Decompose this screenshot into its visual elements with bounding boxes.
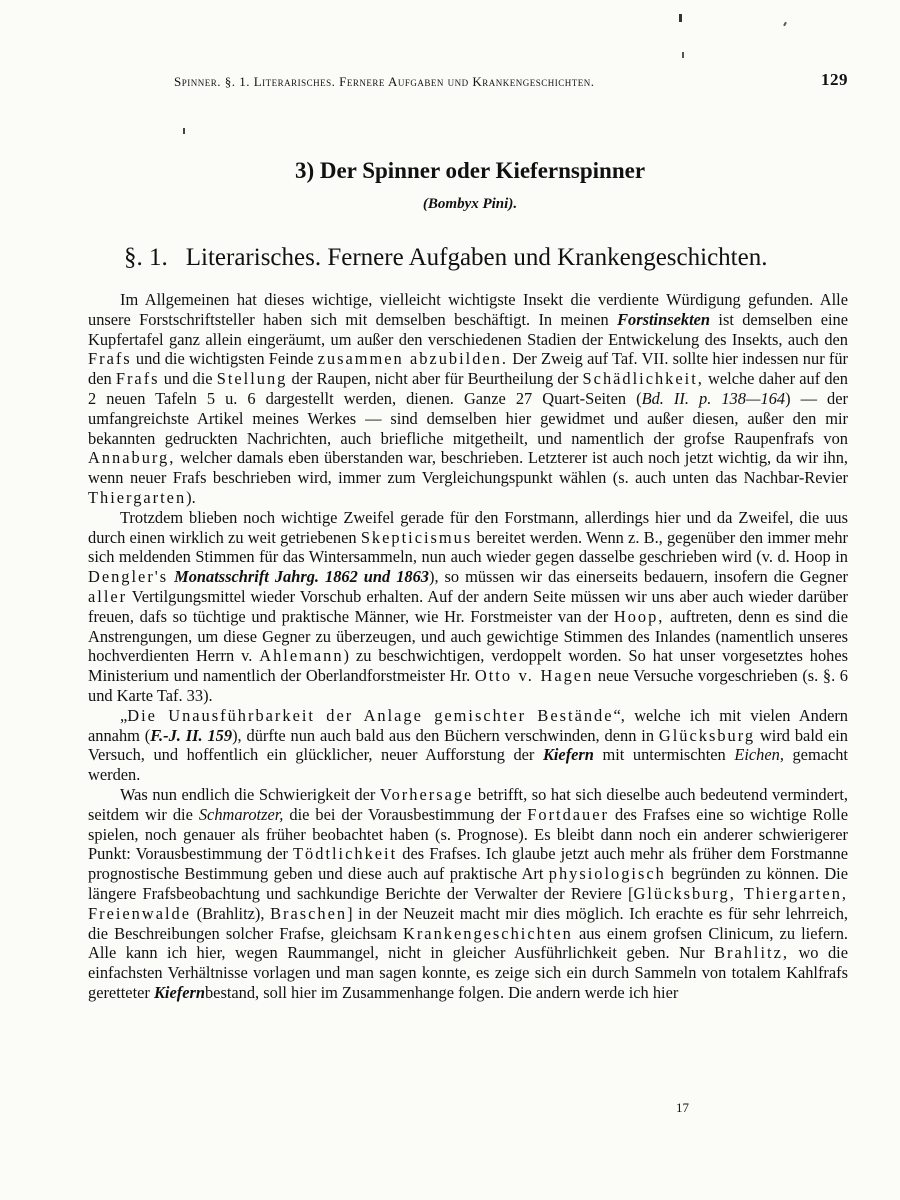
text-run: bestand, soll hier im Zusammenhange folgen. Die andern werde ich hier xyxy=(204,982,679,1002)
text-run-spaced: Die Unausführbarkeit der Anlage gemischter Bestände xyxy=(127,705,614,725)
text-run-spaced: Tödtlichkeit xyxy=(293,844,398,864)
text-run: mit untermischten xyxy=(593,745,735,765)
text-run: ) zu beschwichtigen, verdoppelt worden. So hat unser vorgesetztes hohes Ministerium und namentlich der Oberlandforstmeister Hr. xyxy=(88,646,848,686)
text-run: des Frafses eine so wichtige Rolle spielen, noch genauer als früher beobachtet haben (s. Prognose). Es bleibt dann noch ein anderer schwierigerer Punkt: Vorausbestimmung der xyxy=(88,804,848,864)
text-run-spaced: Glücksburg, Thiergarten, Freienwalde xyxy=(88,883,848,923)
text-run: Was nun endlich die Schwierigkeit der xyxy=(120,784,380,804)
text-run: bereitet werden. Wenn z. B., gegenüber den immer mehr sich meldenden Stimmen für das Wintersammeln, nun auch wieder gegen dasselbe geschrieben wird (v. d. Hoop in xyxy=(88,527,848,567)
text-run-spaced: aller xyxy=(88,586,128,606)
section-heading xyxy=(124,244,814,272)
text-run: ] in der Neuzeit macht mir dies möglich. Ich erachte es für sehr lehrreich, die Beschreibungen solcher Frafse, gleichsam xyxy=(88,903,849,943)
text-run-italic: Monatsschrift Jahrg. 1862 und 1863 xyxy=(174,567,429,587)
text-run: betrifft, so hat sich dieselbe auch bedeutend vermindert, seitdem wir die xyxy=(88,784,848,824)
text-run: und die wichtigsten Feinde xyxy=(131,349,318,369)
text-run: des Frafses. Ich glaube jetzt auch mehr als früher dem Forstmanne prognostische Bestimmung geben und diese auch auf praktische Art xyxy=(88,844,848,884)
print-speck xyxy=(783,22,787,26)
text-run: ist demselben eine Kupfertafel ganz allein eingeräumt, um außer den verschiedenen Stadien der Entwickelung des Insekts, auch den xyxy=(88,309,848,349)
text-run: welcher damals eben überstanden war, beschrieben. Letzterer ist auch noch jetzt wichtig, da wir ihn, wenn neuer Frafs beschrieben wird, immer zum Vergleichungspunkt wählen (s. auch unten das Nachbar-Revier xyxy=(88,448,848,488)
print-speck xyxy=(682,52,684,58)
text-run-spaced: Schädlichkeit, xyxy=(582,369,704,389)
text-run-spaced: Stellung xyxy=(216,369,288,389)
paragraph xyxy=(88,785,848,1003)
text-run-spaced: Skepticismus xyxy=(360,527,473,547)
text-run-spaced: Dengler's xyxy=(88,567,169,587)
signature-mark: 17 xyxy=(676,1100,689,1115)
text-run-spaced: physiologisch xyxy=(548,864,666,884)
text-run: ) — der umfangreichste Artikel meines Werkes — sind demselben hier gewidmet und außer diesen, außer den mir bekannten gedruckten Nachrichten, auch briefliche mitgetheilt, und namentlich der grofse Raupenfrafs von xyxy=(88,388,848,448)
text-run: wo die einfachsten Verhältnisse vorlagen und man sagen konnte, es zeige sich ein durch Sammeln von totalem Kahlfrafs geretteter xyxy=(88,943,848,1002)
text-run: Trotzdem blieben noch wichtige Zweifel gerade für den Forstmann, allerdings hier und da Zweifel, die uus durch einen wirklich zu weit getriebenen xyxy=(88,507,848,547)
text-run: aus einem grofsen Clinicum, zu liefern. Alle kann ich hier, wegen Raummangel, nicht in gleicher Ausführlichkeit geben. Nur xyxy=(88,923,848,963)
body-text xyxy=(88,290,848,1003)
text-run: auftreten, denn es sind die Anstrengungen, um diese Gegner zu überzeugen, und auch gewichtige Stimmen des Inlandes (namentlich unseres hochverdienten Herrn v. xyxy=(88,606,848,666)
print-speck xyxy=(183,128,185,134)
text-run: begründen zu können. Die längere Frafsbeobachtung und sachkundige Berichte der Verwalter der Reviere [ xyxy=(88,864,848,903)
chapter-subtitle: (Bombyx Pini). xyxy=(422,196,518,212)
text-run-italic: Bd. II. p. 138—164 xyxy=(641,388,786,408)
text-run-italic: F.-J. II. 159 xyxy=(150,725,233,745)
paragraph xyxy=(88,508,848,706)
text-run-spaced: Ahlemann xyxy=(259,646,344,666)
text-run-spaced: Thiergarten xyxy=(88,487,187,507)
text-run: neue Versuche vorgeschrieben (s. §. 6 und Karte Taf. 33). xyxy=(88,666,848,705)
running-head-text: Spinner. §. 1. Literarisches. Fernere Aufgaben und Krankengeschichten. xyxy=(174,74,595,89)
text-run-spaced: Glücksburg xyxy=(658,725,756,745)
text-run: und die xyxy=(159,369,217,389)
text-run-italic: Schmarotzer, xyxy=(198,804,284,824)
text-run: Der Zweig auf Taf. VII. sollte hier indessen nur für den xyxy=(88,349,848,389)
text-run-spaced: Krankengeschichten xyxy=(403,923,573,943)
section-number: §. 1. xyxy=(124,244,168,271)
text-run-spaced: zusammen abzubilden. xyxy=(317,349,508,369)
text-run-spaced: Annaburg, xyxy=(88,448,176,468)
text-run: „ xyxy=(120,705,128,725)
text-run: (Brahlitz), xyxy=(191,903,271,923)
section-title: Literarisches. Fernere Aufgaben und Krankengeschichten. xyxy=(185,244,768,271)
text-run-spaced: Braschen xyxy=(270,903,348,923)
text-run: “, welche ich mit vielen Andern annahm ( xyxy=(88,705,848,745)
text-run: welche daher auf den 2 neuen Tafeln 5 u. 6 dargestellt werden, dienen. Ganze 27 Quart-Seiten ( xyxy=(88,369,849,408)
text-run-spaced: Frafs xyxy=(88,349,132,369)
paragraph xyxy=(88,290,848,508)
text-run: ), dürfte nun auch bald aus den Büchern verschwinden, denn in xyxy=(232,725,659,745)
text-run: gemacht werden. xyxy=(88,745,848,785)
text-run-spaced: Fortdauer xyxy=(527,804,609,824)
text-run-italic: Forstinsekten xyxy=(617,309,711,329)
text-run-spaced: Otto v. Hagen xyxy=(474,666,594,686)
text-run: ), so müssen wir das einerseits bedauern, insofern die Gegner xyxy=(429,567,848,587)
text-run: ). xyxy=(186,487,196,507)
text-run-spaced: Frafs xyxy=(115,369,160,389)
text-run: die bei der Vorausbestimmung der xyxy=(283,804,528,824)
chapter-title: 3) Der Spinner oder Kiefernspinner xyxy=(294,158,646,183)
text-run-italic: Kiefern xyxy=(153,982,205,1002)
running-head xyxy=(174,70,850,94)
paragraph xyxy=(88,706,848,785)
text-run-italic: Kiefern xyxy=(542,745,594,765)
text-run: Vertilgungsmittel wieder Vorschub erhalten. Auf der andern Seite müssen wir uns aber auch wieder darüber freuen, dafs so tüchtige und praktische Männer, wie Hr. Forstmeister van der xyxy=(88,586,848,626)
text-run: der Raupen, nicht aber für Beurtheilung der xyxy=(287,369,583,389)
text-run: wird bald ein Versuch, und hoffentlich ein glücklicher, neuer Aufforstung der xyxy=(88,725,848,765)
text-run: Im Allgemeinen hat dieses wichtige, vielleicht wichtigste Insekt die verdiente Würdigung gefunden. Alle unsere Forstschriftsteller haben sich mit demselben beschäftigt. In meinen xyxy=(88,290,848,329)
text-run-spaced: Brahlitz, xyxy=(714,943,789,963)
text-run-spaced: Vorhersage xyxy=(379,784,474,804)
page-number: 129 xyxy=(821,70,848,89)
text-run-spaced: Hoop, xyxy=(613,606,665,626)
print-speck xyxy=(679,14,682,22)
text-run-italic: Eichen, xyxy=(734,745,784,765)
